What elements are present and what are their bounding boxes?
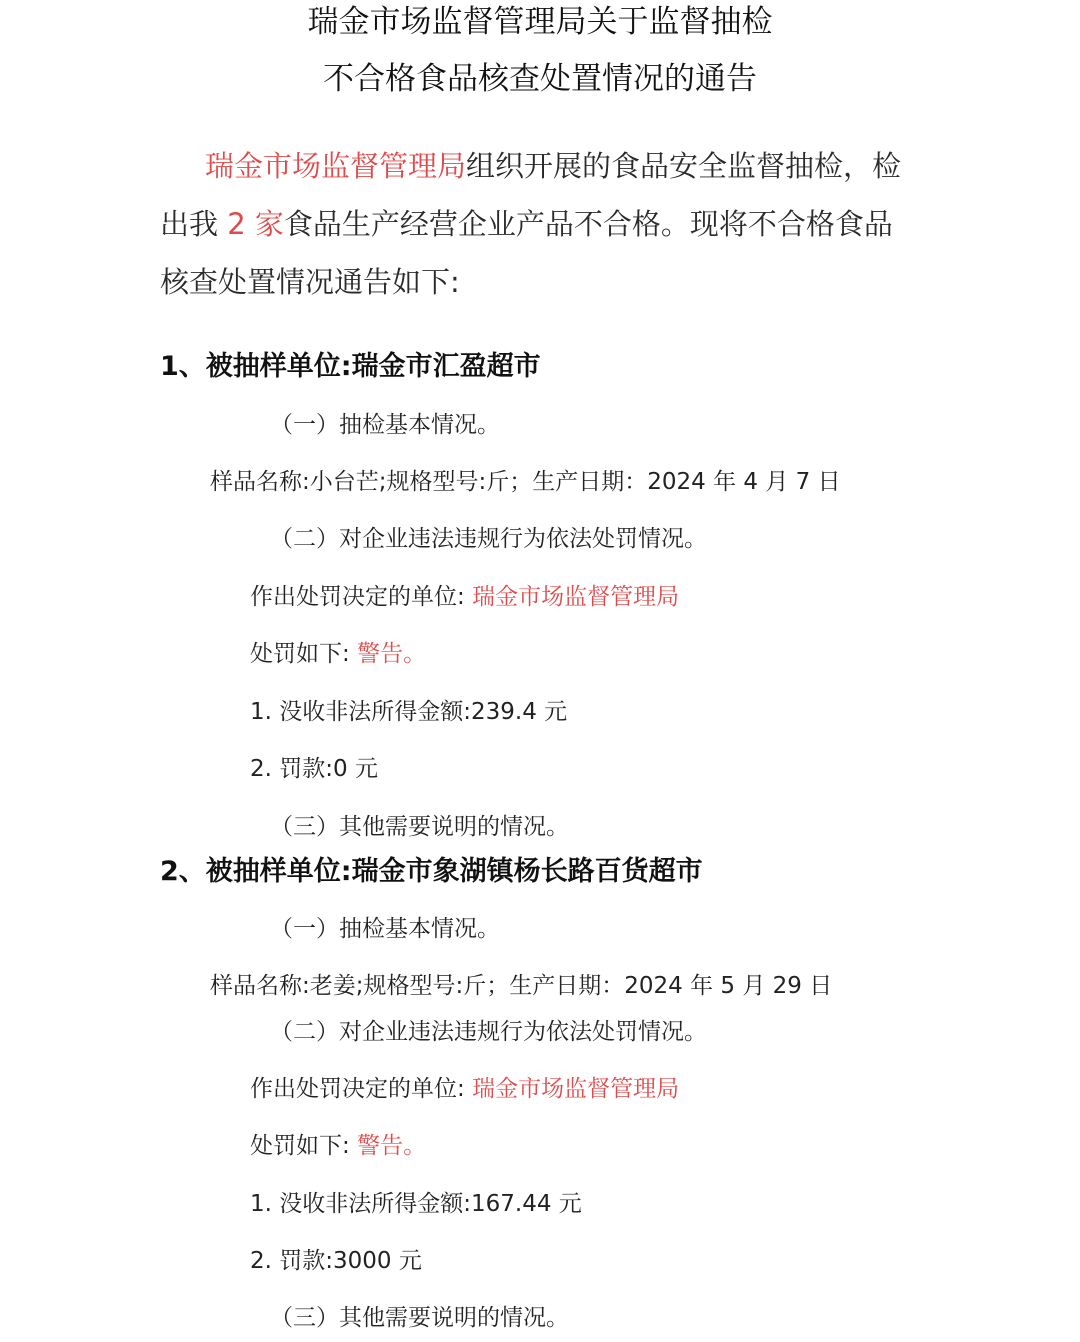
- section-2-item-2: 2. 罚款:3000 元: [250, 1248, 422, 1274]
- intro-line-3: 核查处置情况通告如下:: [160, 265, 460, 299]
- section-2-punish: [250, 1130, 426, 1162]
- intro-text-2-prefix: 出我: [160, 207, 219, 241]
- section-2-penalty-title: （二）对企业违法违规行为依法处罚情况。: [270, 1019, 707, 1045]
- section-1-decision: [250, 581, 679, 613]
- section-2-basic-title: （一）抽检基本情况。: [270, 916, 500, 942]
- section-1-sample: 样品名称:小台芒;规格型号:斤；生产日期：2024 年 4 月 7 日: [210, 469, 841, 495]
- section-1-item-1: 1. 没收非法所得金额:239.4 元: [250, 699, 568, 725]
- punish-label: 处罚如下:: [250, 641, 358, 667]
- section-2-heading: 2、被抽样单位:瑞金市象湖镇杨长路百货超市: [160, 856, 703, 887]
- section-1-punish: [250, 638, 426, 670]
- punish-label: 处罚如下:: [250, 1133, 358, 1159]
- intro-line-1: [205, 146, 901, 186]
- decision-label: 作出处罚决定的单位:: [250, 584, 473, 610]
- section-2-decision: [250, 1073, 679, 1105]
- punish-value: 警告。: [357, 1133, 427, 1159]
- intro-count: 2 家: [218, 207, 284, 241]
- section-1-other-title: （三）其他需要说明的情况。: [270, 814, 569, 840]
- decision-unit: 瑞金市场监督管理局: [472, 584, 680, 610]
- intro-text-2-suffix: 食品生产经营企业产品不合格。现将不合格食品: [283, 207, 893, 241]
- section-1-item-2: 2. 罚款:0 元: [250, 756, 378, 782]
- intro-line-2: [160, 204, 893, 244]
- section-1-heading: 1、被抽样单位:瑞金市汇盈超市: [160, 351, 541, 382]
- section-2-item-1: 1. 没收非法所得金额:167.44 元: [250, 1191, 582, 1217]
- decision-unit: 瑞金市场监督管理局: [472, 1076, 680, 1102]
- punish-value: 警告。: [357, 641, 427, 667]
- section-1-basic-title: （一）抽检基本情况。: [270, 412, 500, 438]
- intro-text-1: 组织开展的食品安全监督抽检，检: [466, 149, 902, 183]
- section-2-sample: 样品名称:老姜;规格型号:斤；生产日期：2024 年 5 月 29 日: [210, 973, 833, 999]
- section-2-other-title: （三）其他需要说明的情况。: [270, 1305, 569, 1331]
- document-title-line-1: 瑞金市场监督管理局关于监督抽检: [307, 4, 773, 40]
- intro-org: 瑞金市场监督管理局: [205, 149, 467, 183]
- document-title-line-2: 不合格食品核查处置情况的通告: [323, 61, 757, 97]
- section-1-penalty-title: （二）对企业违法违规行为依法处罚情况。: [270, 526, 707, 552]
- decision-label: 作出处罚决定的单位:: [250, 1076, 473, 1102]
